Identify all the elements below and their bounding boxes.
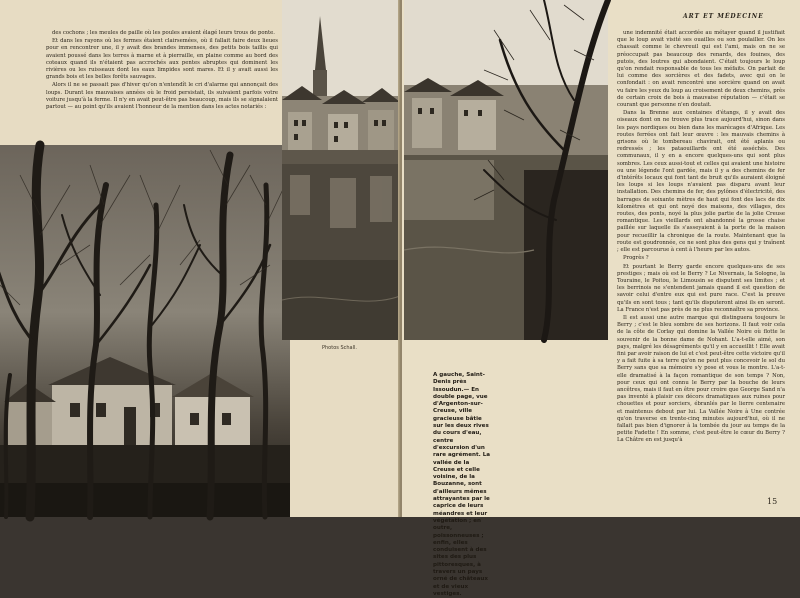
left-paragraph: des cochons ; les meules de paille où les poules avaient élagé leurs trous de ponte. bbox=[52, 30, 275, 36]
right-paragraph: Progrès ? bbox=[623, 255, 649, 262]
right-paragraph: Et pourtant le Berry garde encore quelques-uns de ses prestiges ; mais où est le Berry ? Le Nivernais, la Sologne, la Touraine, le Poitou, le Limousin se disputent ses limites ; et les berrinois ne s'entendent jamais quand il est question de savoir celui d'entre eux qui est pure race. C'est la preuve qu'ils en sont tous ; tant qu'ils disputeront ainsi ils en seront. La France n'est pas près de ne plus reconnaître sa province. bbox=[617, 263, 785, 313]
right-column-text bbox=[617, 30, 785, 496]
photo-saint-denis bbox=[0, 145, 290, 517]
right-paragraph: une indemnité était accordée au métayer quand il justifiait que le loup avait visité ses ouailles ou son poulailler. On les chassait comme le chevreuil qui est l'ami, mais on ne se préoccupait pas beaucoup des renards, des fouines, des putois, des loutres qui abondaient. C'était toujours le loup qu'on rendait responsable de tous les méfaits. On parlait de lui comme des sorcières et des fadets, avec qui on le confondait : on avait rencontré une sorcière quand on avait vu faire les yeux du loup au croisement de deux chemins, près de certain croix de bois à mauvaise réputation — c'était se courant que personne n'en doutait. bbox=[617, 30, 785, 109]
right-paragraph: Dans la Brenne aux centaines d'étangs, il y avait des oiseaux dont on ne trouve plus trace aujourd'hui, sinon dans les pays nordiques ou bien dans les marécages d'Afrique. Les routes ferrées ont fait leur œuvre : les mauvais chemins à grisons où le tombereau chavirait, ont été aplanis ou redressés ; les pataouillards ont été asséchés. Des communaux, il y en a encore quelques-uns qui sont plus sombres. Les ceux aussi-tout et celles qui avaient une histoire ou une légende l'ont gardée, mais il y a des chemins de fer d'intérêts locaux qui font tant de bruit qu'ils auraient éloigné les loups si les loups n'avaient pas disparu avant leur installation. Des chemins de fer, des pylônes d'électricité, des barrages de soixante mètres de haut qui font des lacs de dix kilomètres et qui ont noyé des maisons, des villages, des routes, des ponts, noyé la plus jolie partie de la jolie Creuse romantique. Les vieillards ont abandonné la grosse chaise paillée sur laquelle ils s'asseyaient à la porte de la maison pour recueillir la chronique de la route. Maintenant que la route est goudronnée, ce ne sont plus des gens qui y traînent ; elle est parcourue à cent à l'heure par les autos. bbox=[617, 110, 785, 254]
page-number: 15 bbox=[767, 497, 778, 506]
running-header: ART ET MÉDECINE bbox=[683, 13, 764, 20]
photo-credit: Photos Schall. bbox=[322, 345, 357, 351]
photo-argenton-town bbox=[282, 0, 400, 340]
left-page bbox=[0, 0, 400, 517]
photo-caption: A gauche, Saint-Denis près Issoudun.— En double page, vue d'Argenton-sur-Creuse, ville gracieuse bâtie sur les deux rives du cours d'eau, centre d'excursion d'un rare agrément. La vallée de la Creuse et celle voisine, de la Bouzanne, sont d'ailleurs mêmes attrayantes par le caprice de leurs méandres et leur végétation ; en outre, poissonneuses ; enfin, elles conduisent à des sites des plus pittoresques, à travers un pays orné de châteaux et de vieux vestiges. bbox=[433, 372, 491, 597]
left-paragraph: Alors il ne se passait pas d'hiver qu'on n'entendît le cri d'alarme qui annonçait des loups. Durant les mauvaises années où le froid persistait, ils suivaient parfois votre voiture jusqu'à la ferme. Il n'y en avait peut-être pas beaucoup, mais ils se signalaient partout — au point qu'ils avaient l'honneur de la mention dans les actes notariés : bbox=[46, 82, 278, 111]
left-intro-text bbox=[46, 30, 278, 142]
right-paragraph: Il est aussi une autre marque qui distinguera toujours le Berry ; c'est le bleu sombre de ses horizons. Il faut voir cela de la côte de Corlay qui domine la Vallée Noire où flotte le souvenir de la bonne dame de Nohant. L'a-t-elle aimé, son pays, malgré les désagréments qu'il y en accueillit ! Elle avait fini par avoir raison de lui et c'est peut-être cette victoire qu'il y a fait fuite à sa terre qu'on ne peut plus concevoir le sol du Berry sans que sa mémoire s'y pose et vous le montre. L'a-t-elle dramatisé à la façon romantique de son temps ? Non, pour ceux qui ont connu le Berry par la bouche de leurs ancêtres, mais il faut en être pour croire que George Sand n'a pas inventé à plaisir ces décors dramatiques aux ruines pour chouettes et pour sorciers, ébranlés par le lierre centenaire et maintenus debout par lui. La Vallée Noire à Une contrée qu'on traverse en trente-cinq minutes aujourd'hui, où il ne fallait pas bien d'ignorer à la tombée du jour au temps de la petite Fadette ! En somme, c'est peut-être le cœur du Berry ? La Châtre en est jusqu'à bbox=[617, 314, 785, 444]
photo-argenton-river bbox=[404, 0, 608, 340]
left-paragraph: Et dans les rayons où les fermes étaient clairsemées, où il fallait faire deux lieues pour en rencontrer une, il y avait des brandes immenses, des petits bois taillis qui avaient poussé dans les terres à marne et à pierraille, en plaine comme au bord des coteaux quand ils n'étaient pas accrochés aux pentes abruptes qui dominent les rivières ou les ruisseaux dont les eaux limpides sont mares. Et il y avait aussi les grands bois et les belles forêts sauvages. bbox=[46, 38, 278, 81]
